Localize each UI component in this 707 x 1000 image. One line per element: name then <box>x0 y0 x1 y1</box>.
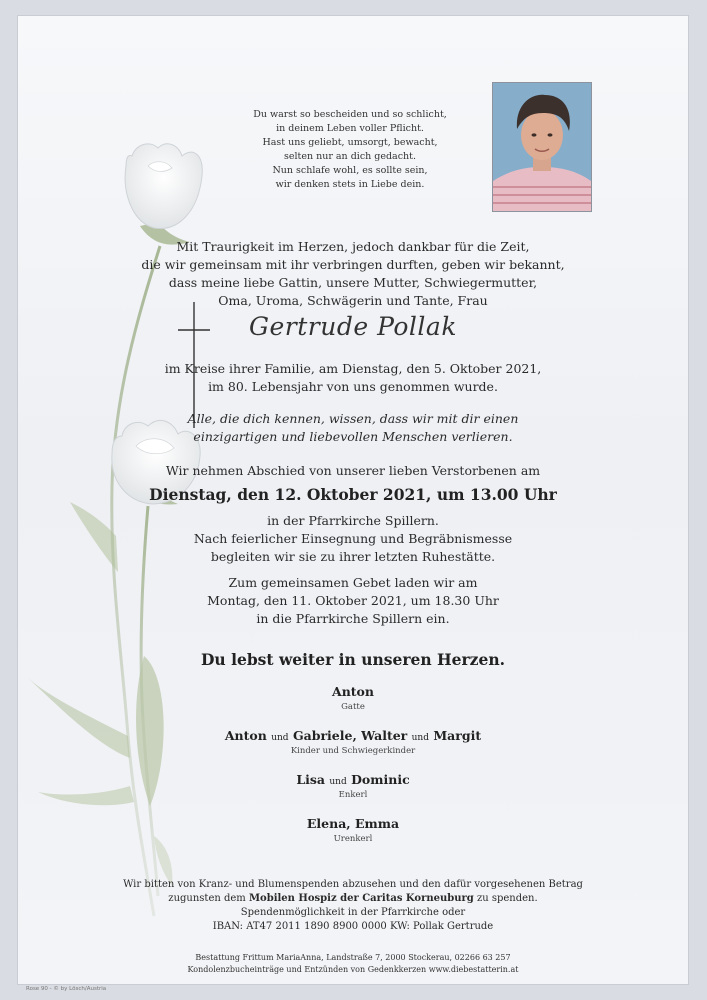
motto: Du lebst weiter in unseren Herzen. <box>200 650 506 669</box>
parte-sheet <box>18 16 688 984</box>
mourner-relation: Gatte <box>341 702 365 712</box>
mourner-names <box>18 728 688 743</box>
death-notice-line: im Kreise ihrer Familie, am Dienstag, den 5. Oktober 2021, <box>164 361 542 376</box>
poem-line: in deinem Leben voller Pflicht. <box>276 123 424 134</box>
poem-line: selten nur an dich gedacht. <box>283 151 417 162</box>
mourner-group <box>18 816 688 844</box>
donation-line: Spendenmöglichkeit in der Pfarrkirche oder <box>240 907 466 918</box>
mourner-names: Anton <box>332 684 374 699</box>
donation-request <box>18 878 688 934</box>
farewell-intro: Wir nehmen Abschied von unserer lieben Verstorbenen am <box>165 463 541 478</box>
funeral-date: Dienstag, den 12. Oktober 2021, um 13.00 Uhr <box>149 485 557 504</box>
poem-line: wir denken stets in Liebe dein. <box>275 179 425 190</box>
mourner-name: Dominic <box>351 772 410 787</box>
mourner-name: Anton <box>224 728 267 743</box>
quote-line: einzigartigen und liebevollen Menschen verlieren. <box>193 429 513 444</box>
quote <box>18 410 688 446</box>
mourner-names <box>18 772 688 787</box>
death-notice <box>18 360 688 396</box>
mourner-group <box>18 772 688 800</box>
intro-line: dass meine liebe Gattin, unsere Mutter, Schwiegermutter, <box>168 275 538 290</box>
deceased-name: Gertrude Pollak <box>249 312 457 341</box>
intro-line: die wir gemeinsam mit ihr verbringen durften, geben wir bekannt, <box>141 257 565 272</box>
intro-line: Mit Traurigkeit im Herzen, jedoch dankbar für die Zeit, <box>176 239 530 254</box>
mourner-relation: Urenkerl <box>333 834 373 844</box>
charity-name: Mobilen Hospiz der Caritas Korneuburg <box>248 893 474 904</box>
poem-line: Hast uns geliebt, umsorgt, bewacht, <box>262 137 438 148</box>
donation-text: zu spenden. <box>473 893 538 904</box>
prayer-line: Montag, den 11. Oktober 2021, um 18.30 Uhr <box>207 593 499 608</box>
mourner-relation: Enkerl <box>338 790 368 800</box>
prayer-invitation <box>18 574 688 628</box>
funeral-details-line: Nach feierlicher Einsegnung und Begräbnismesse <box>193 531 513 546</box>
donation-iban: IBAN: AT47 2011 1890 8900 0000 KW: Pollak Gertrude <box>212 921 494 932</box>
funeral-details-line: begleiten wir sie zu ihrer letzten Ruhestätte. <box>210 549 496 564</box>
funeral-details <box>18 512 688 566</box>
donation-line: Wir bitten von Kranz- und Blumenspenden abzusehen und den dafür vorgesehenen Betrag <box>123 879 583 890</box>
mourner-group <box>18 684 688 712</box>
prayer-line: Zum gemeinsamen Gebet laden wir am <box>228 575 478 590</box>
death-notice-line: im 80. Lebensjahr von uns genommen wurde. <box>208 379 498 394</box>
condolence-info: Kondolenzbucheinträge und Entzünden von Gedenkkerzen www.diebestatterin.at <box>187 964 519 974</box>
funeral-details-line: in der Pfarrkirche Spillern. <box>267 513 439 528</box>
mourner-group <box>18 728 688 756</box>
mourner-name: Lisa <box>296 772 325 787</box>
rose-top <box>125 144 202 229</box>
conjunction: und <box>411 733 429 743</box>
conjunction: und <box>329 777 347 787</box>
intro-line: Oma, Uroma, Schwägerin und Tante, Frau <box>218 293 488 308</box>
image-credit: Rose 90 - © by Lösch/Austria <box>26 986 107 992</box>
portrait-photo <box>492 82 592 212</box>
poem-line: Du warst so bescheiden und so schlicht, <box>253 109 447 120</box>
funeral-home-footer <box>18 952 688 975</box>
announcement-intro <box>18 238 688 310</box>
mourner-name: Margit <box>433 728 482 743</box>
donation-line <box>18 892 688 906</box>
quote-line: Alle, die dich kennen, wissen, dass wir mit dir einen <box>187 411 519 426</box>
poem <box>250 108 450 192</box>
poem-line: Nun schlafe wohl, es sollte sein, <box>272 165 428 176</box>
mourner-names: Elena, Emma <box>306 816 400 831</box>
funeral-home-address: Bestattung Frittum MariaAnna, Landstraße 7, 2000 Stockerau, 02266 63 257 <box>195 953 511 962</box>
mourner-name: Gabriele, Walter <box>292 728 408 743</box>
mourner-relation: Kinder und Schwiegerkinder <box>290 746 416 756</box>
donation-text: zugunsten dem <box>168 893 249 904</box>
prayer-line: in die Pfarrkirche Spillern ein. <box>256 611 450 626</box>
conjunction: und <box>271 733 289 743</box>
